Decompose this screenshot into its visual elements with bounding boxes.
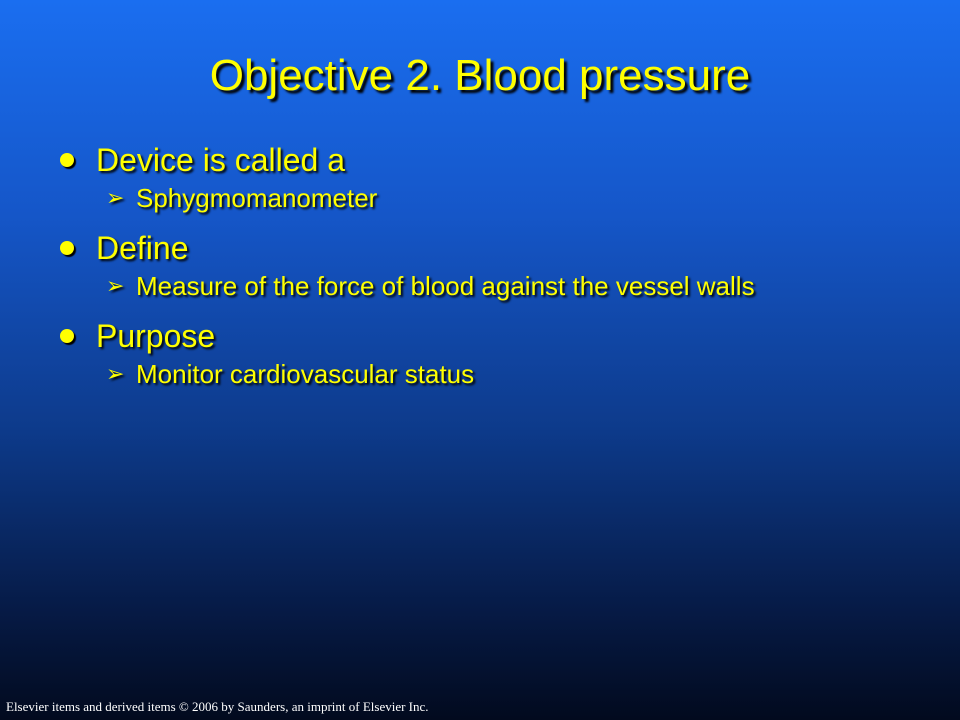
round-bullet-icon <box>60 241 74 255</box>
bullet-text: Purpose <box>96 318 216 354</box>
bullet-text: Define <box>96 230 189 266</box>
bullet-group-device <box>58 140 938 216</box>
sub-bullet-item <box>106 356 938 392</box>
bullet-text: Device is called a <box>96 142 345 178</box>
sub-bullet-text: Measure of the force of blood against the vessel walls <box>136 271 755 301</box>
arrowhead-bullet-icon: ➢ <box>106 361 125 386</box>
bullet-item <box>58 140 938 180</box>
round-bullet-icon <box>60 329 74 343</box>
sub-bullet-text: Sphygmomanometer <box>136 183 378 213</box>
sub-bullet-item <box>106 268 938 304</box>
slide-title: Objective 2. Blood pressure <box>209 51 751 100</box>
bullet-list <box>58 140 938 406</box>
bullet-item <box>58 228 938 268</box>
sub-bullet-item <box>106 180 938 216</box>
sub-bullet-text: Monitor cardiovascular status <box>136 359 475 389</box>
bullet-group-define <box>58 228 938 304</box>
bullet-item <box>58 316 938 356</box>
bullet-group-purpose <box>58 316 938 392</box>
round-bullet-icon <box>60 153 74 167</box>
arrowhead-bullet-icon: ➢ <box>106 185 125 210</box>
copyright-footer: Elsevier items and derived items © 2006 by Saunders, an imprint of Elsevier Inc. <box>6 699 429 714</box>
arrowhead-bullet-icon: ➢ <box>106 273 125 298</box>
